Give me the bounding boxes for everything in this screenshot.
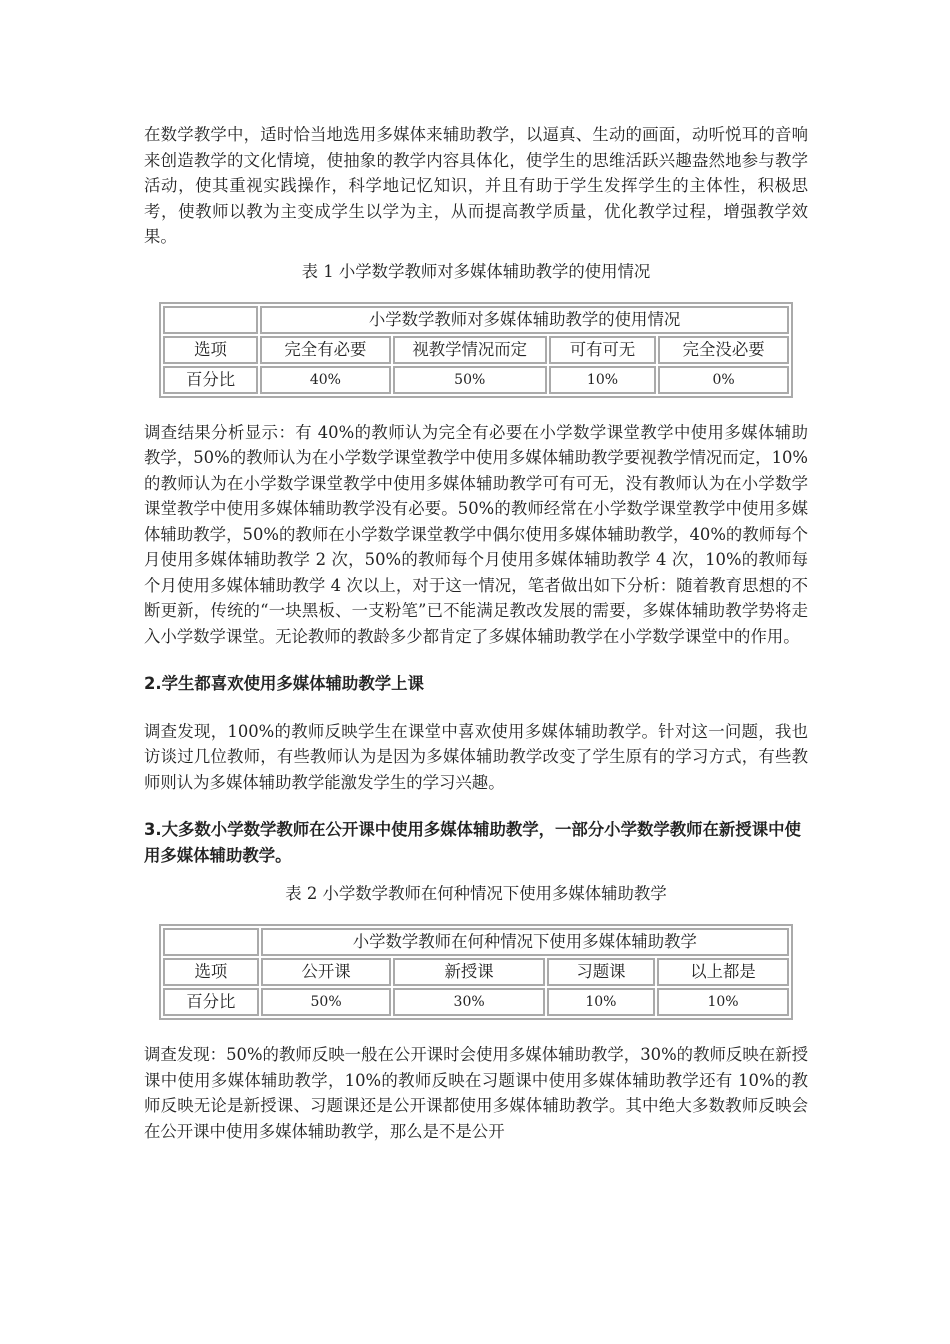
table1	[159, 302, 793, 398]
table2	[159, 924, 793, 1020]
table-cell: 50%	[393, 366, 547, 394]
table-cell: 40%	[260, 366, 391, 394]
table-cell: 完全没必要	[658, 336, 789, 364]
table-cell-empty	[163, 928, 259, 956]
table-cell: 30%	[393, 988, 544, 1016]
table2-header: 小学数学教师在何种情况下使用多媒体辅助教学	[261, 928, 789, 956]
section-heading-3: 3.大多数小学数学教师在公开课中使用多媒体辅助教学，一部分小学数学教师在新授课中使用多媒体辅助教学。	[144, 820, 801, 865]
table-cell: 10%	[549, 366, 657, 394]
table-row	[163, 988, 789, 1016]
finding-paragraph-3: 调查发现：50%的教师反映一般在公开课时会使用多媒体辅助教学，30%的教师反映在新授课中使用多媒体辅助教学，10%的教师反映在习题课中使用多媒体辅助教学还有 10%的教师反映无论是新授课、习题课还是公开课都使用多媒体辅助教学。其中绝大多数教师反映会在公开课中使用多媒体辅助教学，那么是不是公开	[144, 1045, 808, 1141]
analysis-paragraph: 调查结果分析显示：有 40%的教师认为完全有必要在小学数学课堂教学中使用多媒体辅助教学，50%的教师认为在小学数学课堂教学中使用多媒体辅助教学要视教学情况而定，10%的教师认为在小学数学课堂教学中使用多媒体辅助教学可有可无，没有教师认为在小学数学课堂教学中使用多媒体辅助教学没有必要。50%的教师经常在小学数学课堂教学中使用多媒体辅助教学，50%的教师在小学数学课堂教学中偶尔使用多媒体辅助教学，40%的教师每个月使用多媒体辅助教学 2 次，50%的教师每个月使用多媒体辅助教学 4 次，10%的教师每个月使用多媒体辅助教学 4 次以上，对于这一情况，笔者做出如下分析：随着教育思想的不断更新，传统的“一块黑板、一支粉笔”已不能满足教改发展的需要，多媒体辅助教学势将走入小学数学课堂。无论教师的教龄多少都肯定了多媒体辅助教学在小学数学课堂中的作用。	[144, 422, 808, 646]
table2-caption: 表 2 小学数学教师在何种情况下使用多媒体辅助教学	[285, 884, 667, 903]
table1-header: 小学数学教师对多媒体辅助教学的使用情况	[260, 306, 789, 334]
table-cell: 50%	[261, 988, 392, 1016]
table-cell: 完全有必要	[260, 336, 391, 364]
table-cell: 新授课	[393, 958, 544, 986]
row-label-percent: 百分比	[163, 366, 258, 394]
document-page	[144, 122, 808, 1144]
table-row	[163, 336, 789, 364]
table-row	[163, 306, 789, 334]
row-label-options: 选项	[163, 336, 258, 364]
row-label-options: 选项	[163, 958, 259, 986]
table-cell: 以上都是	[657, 958, 789, 986]
finding-paragraph-2: 调查发现，100%的教师反映学生在课堂中喜欢使用多媒体辅助教学。针对这一问题，我也访谈过几位教师，有些教师认为是因为多媒体辅助教学改变了学生原有的学习方式，有些教师则认为多媒体辅助教学能激发学生的学习兴趣。	[144, 721, 808, 792]
row-label-percent: 百分比	[163, 988, 259, 1016]
table-cell: 10%	[657, 988, 789, 1016]
table-cell: 公开课	[261, 958, 392, 986]
table-cell: 习题课	[547, 958, 655, 986]
table-row	[163, 366, 789, 394]
table-row	[163, 958, 789, 986]
table2-wrapper	[144, 924, 808, 1020]
section-heading-2: 2.学生都喜欢使用多媒体辅助教学上课	[144, 674, 424, 693]
table-cell: 可有可无	[549, 336, 657, 364]
table-cell: 0%	[658, 366, 789, 394]
table1-wrapper	[144, 302, 808, 398]
intro-paragraph: 在数学教学中，适时恰当地选用多媒体来辅助教学，以逼真、生动的画面，动听悦耳的音响来创造教学的文化情境，使抽象的教学内容具体化，使学生的思维活跃兴趣盎然地参与教学活动，使其重视实践操作，科学地记忆知识，并且有助于学生发挥学生的主体性，积极思考，使教师以教为主变成学生以学为主，从而提高教学质量，优化教学过程，增强教学效果。	[144, 125, 808, 246]
table-cell: 视教学情况而定	[393, 336, 547, 364]
table-row	[163, 928, 789, 956]
table-cell-empty	[163, 306, 258, 334]
table-cell: 10%	[547, 988, 655, 1016]
table1-caption: 表 1 小学数学教师对多媒体辅助教学的使用情况	[301, 261, 651, 281]
